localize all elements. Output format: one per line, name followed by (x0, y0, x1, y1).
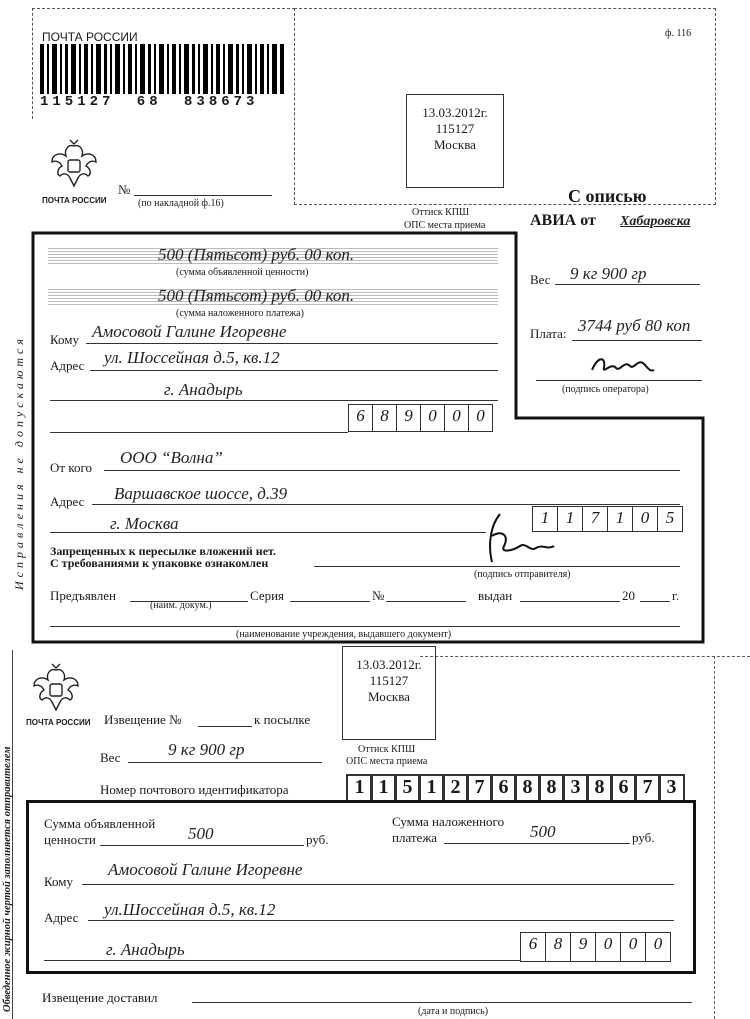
cod-value: 500 (Пятьсот) руб. 00 коп. (158, 286, 355, 305)
sender-sig-caption: (подпись отправителя) (474, 569, 571, 580)
index-digit-box: 0 (468, 404, 493, 432)
barcode (40, 44, 286, 94)
index-digit-box: 8 (586, 774, 613, 802)
address-line-1-rule (90, 370, 498, 371)
notice-rub-1: руб. (306, 832, 329, 847)
from-city-value: Хабаровска (620, 214, 691, 229)
notice-no-line (198, 726, 252, 727)
series-label: Серия (250, 588, 285, 603)
notice-declared-line (100, 845, 304, 846)
index-digit-box: 6 (520, 932, 546, 962)
index-digit-box: 8 (545, 932, 571, 962)
index-digit-box: 1 (346, 774, 373, 802)
notice-weight-value: 9 кг 900 гр (168, 740, 245, 759)
delivered-label: Извещение доставил (42, 990, 158, 1005)
delivered-line (192, 1002, 692, 1003)
org-name: ПОЧТА РОССИИ (42, 30, 138, 44)
stamp-index: 115127 (369, 673, 409, 688)
index-digit-box: 1 (557, 506, 583, 532)
notice-address-line-2: г. Анадырь (106, 940, 185, 959)
index-digit-box: 6 (610, 774, 637, 802)
notice-cod-label-2: платежа (392, 830, 438, 845)
declared-caption: (сумма объявленной ценности) (176, 267, 309, 278)
index-digit-box: 0 (420, 404, 445, 432)
notice-weight-line (128, 762, 322, 763)
index-digit-box: 7 (466, 774, 493, 802)
series-line (290, 601, 370, 602)
to-value: Амосовой Галине Игоревне (92, 322, 287, 341)
notice-rub-2: руб. (632, 830, 655, 845)
russia-eagle-icon (28, 660, 84, 716)
from-address-label: Адрес (50, 494, 85, 509)
index-digit-box: 6 (348, 404, 373, 432)
index-digit-box: 0 (645, 932, 671, 962)
presented-label: Предъявлен (50, 588, 116, 603)
index-digit-box: 2 (442, 774, 469, 802)
from-address-line-1-rule (92, 504, 680, 505)
address-line-2-rule (50, 400, 498, 401)
issuer-line (50, 626, 680, 627)
logo-caption: ПОЧТА РОССИИ (42, 196, 107, 205)
address-label: Адрес (50, 358, 85, 373)
index-digit-box: 1 (370, 774, 397, 802)
address-line-2: г. Анадырь (164, 380, 243, 399)
index-digit-box: 9 (570, 932, 596, 962)
index-digit-box: 0 (595, 932, 621, 962)
index-digit-box: 1 (607, 506, 633, 532)
index-digit-box: 8 (538, 774, 565, 802)
year-line (640, 601, 670, 602)
from-value: ООО “Волна” (120, 448, 223, 467)
stamp-area-frame (294, 8, 716, 205)
cut-line (420, 656, 750, 657)
year-label: 20 (622, 588, 635, 603)
cod-caption: (сумма наложенного платежа) (176, 308, 304, 319)
notice-to-label: Кому (44, 874, 74, 889)
notice-line-1: Запрещенных к пересылке вложений нет. (50, 544, 277, 558)
notice-cod-value: 500 (530, 822, 556, 841)
notice-declared-label-1: Сумма объявленной (44, 816, 156, 831)
index-digit-box: 5 (657, 506, 683, 532)
postmark-stamp-bottom (342, 646, 436, 740)
notice-address-line-1: ул.Шоссейная д.5, кв.12 (104, 900, 276, 919)
stamp-date: 13.03.2012г. (356, 657, 422, 672)
declared-value: 500 (Пятьсот) руб. 00 коп. (158, 245, 355, 264)
from-address-line-2-rule (50, 532, 486, 533)
notice-declared-value: 500 (188, 824, 214, 843)
to-line (86, 343, 498, 344)
notice-right-edge (714, 656, 715, 1019)
notice-cod-line (444, 843, 630, 844)
from-label: От кого (50, 460, 92, 475)
year-suffix: г. (672, 588, 680, 603)
from-line (104, 470, 680, 471)
notice-line-2: С требованиями к упаковке ознакомлен (50, 556, 269, 570)
notice-weight-label: Вес (100, 750, 121, 765)
doc-caption: (наим. докум.) (150, 600, 212, 611)
notice-declared-label-2: ценности (44, 832, 96, 847)
issued-label: выдан (478, 588, 513, 603)
sender-signature (470, 506, 560, 570)
fee-value: 3744 руб 80 коп (578, 316, 691, 335)
inventory-label: С описью (568, 186, 647, 206)
index-digit-box: 0 (632, 506, 658, 532)
issued-line (520, 601, 620, 602)
waybill-no-line (134, 195, 272, 196)
russia-eagle-icon (46, 136, 102, 192)
avia-label: АВИА от (530, 212, 596, 229)
index-digit-box: 5 (394, 774, 421, 802)
operator-caption: (подпись оператора) (562, 384, 649, 395)
postmark-stamp-top (406, 94, 504, 188)
barcode-number: 115127 68 838673 (40, 94, 259, 110)
notice-side-note: Обведенное жирной чертой заполняется отправителем (2, 746, 13, 1012)
weight-value: 9 кг 900 гр (570, 264, 647, 283)
index-digit-box: 8 (372, 404, 397, 432)
waybill-no-sign: № (118, 182, 131, 197)
index-digit-box: 1 (418, 774, 445, 802)
stamp-date: 13.03.2012г. (422, 105, 488, 120)
address-line-1: ул. Шоссейная д.5, кв.12 (104, 348, 280, 367)
issuer-caption: (наименование учреждения, выдавшего документ) (236, 629, 452, 640)
number-label: № (372, 588, 385, 603)
from-address-line-2: г. Москва (110, 514, 179, 533)
from-address-line-1: Варшавское шоссе, д.39 (114, 484, 288, 503)
index-digit-box: 6 (490, 774, 517, 802)
fee-label: Плата: (530, 326, 567, 341)
stamp-caption-2: ОПС места приема (404, 220, 486, 231)
stamp-caption-1: Оттиск КПШ (412, 207, 470, 218)
stamp-city: Москва (368, 689, 410, 704)
sender-sig-line (314, 566, 680, 567)
index-digit-box: 8 (514, 774, 541, 802)
index-digit-box: 1 (532, 506, 558, 532)
index-digit-box: 7 (582, 506, 608, 532)
notice-address-line-2-rule (44, 960, 520, 961)
index-digit-box: 9 (396, 404, 421, 432)
stamp-city: Москва (434, 137, 476, 152)
stamp-index: 115127 (435, 121, 475, 136)
stamp-bottom-caption-2: ОПС места приема (346, 756, 428, 767)
number-line (386, 601, 466, 602)
to-label: Кому (50, 332, 80, 347)
index-digit-box: 0 (444, 404, 469, 432)
weight-label: Вес (530, 272, 551, 287)
notice-to-line (82, 884, 674, 885)
delivered-caption: (дата и подпись) (418, 1006, 489, 1017)
notice-address-label: Адрес (44, 910, 79, 925)
notice-cod-label-1: Сумма наложенного (392, 814, 505, 829)
tracking-label: Номер почтового идентификатора (100, 782, 289, 797)
notice-address-line-1-rule (88, 920, 674, 921)
corrections-note: Исправления не допускаются (12, 335, 26, 590)
index-digit-box: 3 (658, 774, 685, 802)
notice-title-left: Извещение № (104, 712, 182, 727)
stamp-bottom-caption-1: Оттиск КПШ (358, 744, 416, 755)
waybill-no-caption: (по накладной ф.16) (138, 198, 224, 209)
notice-title-right: к посылке (254, 712, 311, 727)
index-digit-box: 7 (634, 774, 661, 802)
address-line-3-rule (50, 432, 348, 433)
index-digit-box: 3 (562, 774, 589, 802)
index-digit-box: 0 (620, 932, 646, 962)
form-code: ф. 116 (665, 28, 692, 39)
notice-logo-caption: ПОЧТА РОССИИ (26, 718, 91, 727)
notice-to-value: Амосовой Галине Игоревне (108, 860, 303, 879)
